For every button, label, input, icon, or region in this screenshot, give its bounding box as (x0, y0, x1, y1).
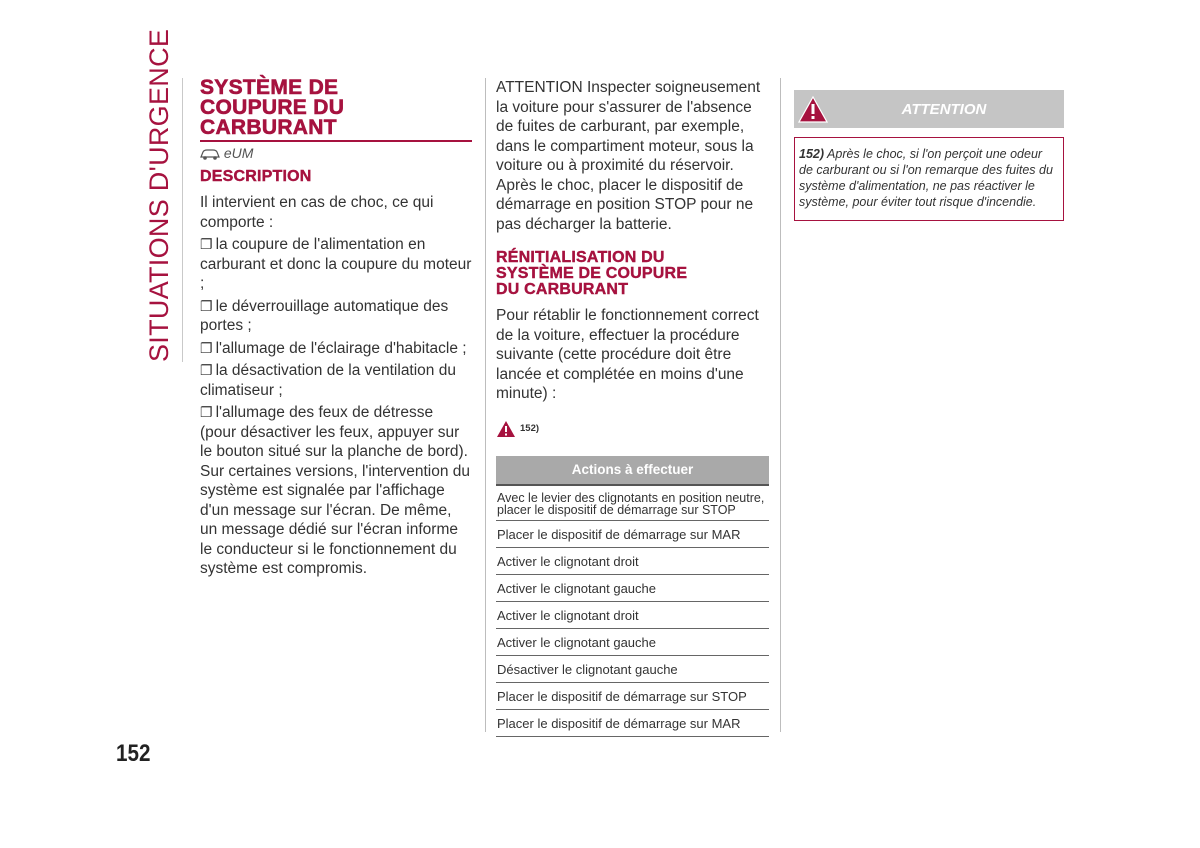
page-title-line: COUPURE DU (200, 96, 345, 119)
table-row: Activer le clignotant gauche (496, 574, 769, 601)
table-row: Avec le levier des clignotants en position neutre, placer le dispositif de démarrage sur STOP (496, 485, 769, 521)
section-heading-reset (496, 250, 769, 298)
attention-header (794, 90, 1064, 128)
page-title-line: CARBURANT (200, 116, 337, 139)
table-row: Placer le dispositif de démarrage sur MAR (496, 709, 769, 736)
column-divider (485, 78, 486, 732)
attention-note (794, 137, 1064, 221)
attention-title: ATTENTION (901, 100, 987, 118)
bullet-item (200, 361, 472, 400)
bullet-item (200, 339, 472, 359)
bullet-text: la désactivation de la ventilation du climatiseur ; (200, 362, 456, 399)
column-fuel-cutoff (200, 78, 472, 579)
checkbox-bullet-icon: ❐ (200, 339, 213, 356)
table-row: Activer le clignotant gauche (496, 628, 769, 655)
checkbox-bullet-icon: ❐ (200, 404, 213, 420)
column-divider (780, 78, 781, 732)
model-badge: eUM (223, 145, 254, 161)
warning-ref-number: 152) (520, 423, 540, 434)
page-title (200, 78, 472, 138)
page-title-line: SYSTÈME DE (200, 76, 339, 99)
table-row: Désactiver le clignotant gauche (496, 655, 769, 682)
intro-text: Il intervient en cas de choc, ce qui comporte : (200, 194, 434, 231)
actions-table (496, 456, 769, 737)
heading-line: SYSTÈME DE COUPURE (496, 265, 688, 282)
checkbox-bullet-icon: ❐ (200, 236, 213, 252)
table-row: Activer le clignotant droit (496, 547, 769, 574)
checkbox-bullet-icon: ❐ (200, 297, 213, 314)
title-rule (200, 140, 472, 142)
bullet-text: la coupure de l'alimentation en carburant et donc la coupure du moteur ; (200, 236, 472, 292)
heading-line: RÉNITIALISATION DU (496, 249, 665, 266)
procedure-intro: Pour rétablir le fonctionnement correct de la voiture, effectuer la procédure suivante (cette procédure doit être lancée et complétée en moins d'une minute) : (496, 307, 759, 402)
bullet-text: l'allumage des feux de détresse (pour désactiver les feux, appuyer sur le bouton situé sur la planche de bord). (200, 404, 468, 460)
checkbox-bullet-icon: ❐ (200, 362, 213, 378)
model-applicability (200, 145, 472, 165)
warning-reference (496, 420, 769, 438)
table-header: Actions à effectuer (496, 456, 769, 485)
column-reset (496, 78, 769, 737)
table-row: Placer le dispositif de démarrage sur MAR (496, 520, 769, 547)
bullet-text: l'allumage de l'éclairage d'habitacle ; (215, 339, 467, 357)
side-section-title-text: SITUATIONS D'URGENCE (144, 28, 174, 362)
heading-line: DU CARBURANT (496, 281, 629, 298)
side-section-title (142, 28, 183, 362)
attention-paragraph: ATTENTION Inspecter soigneusement la voiture pour s'assurer de l'absence de fuites de carburant, par exemple, dans le compartiment moteur, sous la voiture ou à proximité du réservoir. Après le choc, placer le dispositif de démarrage en position STOP pour ne pas décharger la batterie. (496, 79, 761, 233)
warning-triangle-icon (496, 420, 516, 438)
bullet-item (200, 297, 472, 336)
page-number: 152 (116, 740, 151, 767)
section-heading-description: DESCRIPTION (200, 168, 312, 185)
bullet-item (200, 235, 472, 294)
note-number: 152) (799, 147, 825, 161)
closing-text: Sur certaines versions, l'intervention du système est signalée par l'affichage d'un message sur l'écran. De même, un message dédié sur l'écran informe le conducteur si le fonctionnement du système est compromis. (200, 462, 471, 577)
bullet-item (200, 403, 472, 462)
warning-triangle-icon (798, 96, 828, 123)
note-text: Après le choc, si l'on perçoit une odeur de carburant ou si l'on remarque des fuites du système d'alimentation, ne pas réactiver le système, pour éviter tout risque d'incendie. (799, 147, 1053, 209)
table-row: Activer le clignotant droit (496, 601, 769, 628)
bullet-text: le déverrouillage automatique des portes ; (200, 297, 449, 334)
column-attention (794, 90, 1064, 221)
car-icon (200, 147, 220, 161)
table-row: Placer le dispositif de démarrage sur STOP (496, 682, 769, 709)
